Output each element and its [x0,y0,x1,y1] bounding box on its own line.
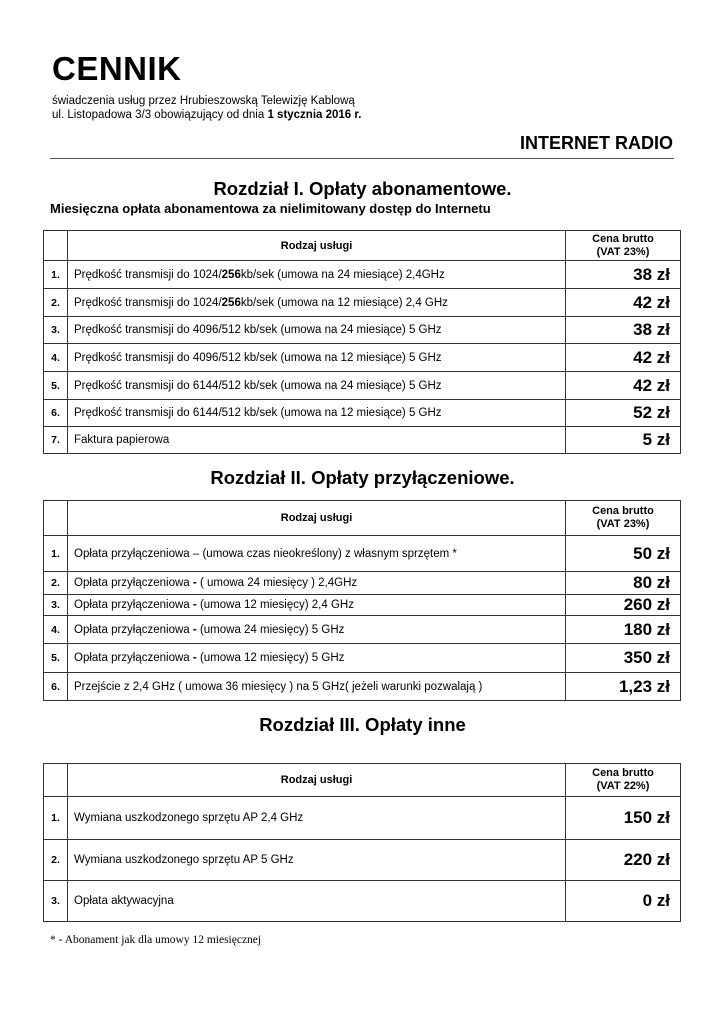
row-service [68,536,566,572]
row-number: 4. [44,344,68,372]
service-bold-text: - [192,599,197,611]
table-row [44,797,681,840]
row-number: 4. [44,616,68,644]
row-number: 6. [44,673,68,701]
row-service [68,572,566,595]
service-text: Opłata przyłączeniowa [74,577,193,589]
table-row [44,372,681,400]
table-row [44,427,681,454]
header-num-cell [44,231,68,261]
row-number: 2. [44,572,68,595]
row-number: 5. [44,372,68,400]
table-row [44,317,681,344]
row-number: 3. [44,317,68,344]
row-price: 42 zł [566,344,681,372]
row-number: 6. [44,400,68,427]
section2-title: Rozdział II. Opłaty przyłączeniowe. [210,467,515,488]
service-bold-text: - [192,652,197,664]
row-price: 1,23 zł [566,673,681,701]
row-service [68,616,566,644]
row-price: 42 zł [566,372,681,400]
row-price: 38 zł [566,261,681,289]
row-number: 3. [44,881,68,922]
row-price: 50 zł [566,536,681,572]
row-service [68,400,566,427]
header-price-label: Cena brutto [592,505,654,517]
service-bold-text: - [192,623,197,636]
row-price: 52 zł [566,400,681,427]
table-row [44,572,681,595]
header-vat-label: (VAT 22%) [596,780,650,792]
row-service [68,881,566,922]
service-text: Opłata aktywacyjna [74,895,174,907]
section1-title: Rozdział I. Opłaty abonamentowe. [213,178,512,199]
table-row [44,644,681,673]
table-row [44,840,681,881]
header-price [566,231,681,261]
row-number: 5. [44,644,68,673]
header-num-cell [44,764,68,797]
service-text: Prędkość transmisji do 1024/ [74,296,222,309]
provider-line: świadczenia usług przez Hrubieszowską Telewizję Kablową [52,95,355,107]
row-price: 0 zł [566,881,681,922]
header-vat-label: (VAT 23%) [596,245,650,258]
row-price: 350 zł [566,644,681,673]
table-header-row [44,501,681,536]
service-text: Opłata przyłączeniowa [74,652,193,664]
row-price: 38 zł [566,317,681,344]
table-row [44,261,681,289]
table-row [44,536,681,572]
header-price-label: Cena brutto [592,232,654,245]
row-price: 42 zł [566,289,681,317]
table-row [44,673,681,701]
row-number: 1. [44,536,68,572]
service-text: Wymiana uszkodzonego sprzętu AP 5 GHz [74,854,294,866]
table-row [44,344,681,372]
service-text-suffix: kb/sek (umowa na 24 miesiące) 2,4GHz [240,268,445,281]
row-number: 2. [44,840,68,881]
service-text-suffix: (umowa 24 miesięcy) 5 GHz [196,623,345,636]
service-text: Faktura papierowa [74,434,170,446]
row-number: 2. [44,289,68,317]
effective-date: 1 stycznia 2016 r. [267,109,362,121]
table-row [44,881,681,922]
header-service: Rodzaj usługi [68,501,566,536]
row-price: 150 zł [566,797,681,840]
row-service [68,344,566,372]
row-service [68,317,566,344]
row-price: 260 zł [566,595,681,616]
service-text: Prędkość transmisji do 6144/512 kb/sek (umowa na 24 miesiące) 5 GHz [74,379,442,392]
service-bold-text: 256 [221,268,241,281]
header-service: Rodzaj usługi [68,231,566,261]
service-bold-text: 256 [221,296,241,309]
service-text: Przejście z 2,4 GHz ( umowa 36 miesięcy ) na 5 GHz( jeżeli warunki pozwalają ) [74,680,483,693]
row-number: 1. [44,797,68,840]
service-text: Prędkość transmisji do 6144/512 kb/sek (umowa na 12 miesiące) 5 GHz [74,407,442,419]
header-price [566,764,681,797]
row-number: 3. [44,595,68,616]
row-service [68,840,566,881]
section3-title: Rozdział III. Opłaty inne [259,714,466,735]
row-service [68,261,566,289]
row-service [68,289,566,317]
header-vat-label: (VAT 23%) [596,518,650,530]
header-service: Rodzaj usługi [68,764,566,797]
row-service [68,797,566,840]
header-price-label: Cena brutto [592,767,654,779]
section3-table [43,763,681,922]
row-number: 7. [44,427,68,454]
service-text: Opłata przyłączeniowa [74,599,193,611]
footnote: * - Abonament jak dla umowy 12 miesięcznej [50,934,262,946]
section1-subtitle: Miesięczna opłata abonamentowa za nielimitowany dostęp do Internetu [50,201,491,216]
table-row [44,400,681,427]
row-price: 220 zł [566,840,681,881]
header-price [566,501,681,536]
header-divider [50,158,674,159]
service-text: Prędkość transmisji do 4096/512 kb/sek (umowa na 12 miesiące) 5 GHz [74,351,442,364]
service-text-suffix: kb/sek (umowa na 12 miesiące) 2,4 GHz [240,296,448,309]
table-row [44,616,681,644]
table-row [44,289,681,317]
row-price: 180 zł [566,616,681,644]
address-line [52,108,361,122]
row-service [68,673,566,701]
table-row [44,595,681,616]
section1-table [43,230,681,454]
service-text: Wymiana uszkodzonego sprzętu AP 2,4 GHz [74,812,304,824]
row-service [68,644,566,673]
address-text: ul. Listopadowa 3/3 obowiązujący od dnia [52,109,268,121]
service-text-suffix: ( umowa 24 miesięcy ) 2,4GHz [196,577,358,589]
service-text-suffix: (umowa 12 miesięcy) 2,4 GHz [196,599,354,611]
row-price: 80 zł [566,572,681,595]
service-text: Prędkość transmisji do 4096/512 kb/sek (umowa na 24 miesiące) 5 GHz [74,324,442,336]
row-service [68,372,566,400]
service-text: Prędkość transmisji do 1024/ [74,268,222,281]
row-price: 5 zł [566,427,681,454]
row-service [68,427,566,454]
service-heading: INTERNET RADIO [520,133,673,153]
page-title: CENNIK [52,50,182,87]
section2-table [43,500,681,701]
service-text-suffix: (umowa 12 miesięcy) 5 GHz [196,652,345,664]
table-header-row [44,231,681,261]
header-num-cell [44,501,68,536]
table-header-row [44,764,681,797]
service-text: Opłata przyłączeniowa – (umowa czas nieokreślony) z własnym sprzętem * [74,547,457,560]
service-text: Opłata przyłączeniowa [74,623,193,636]
row-number: 1. [44,261,68,289]
service-bold-text: - [192,577,197,589]
row-service [68,595,566,616]
